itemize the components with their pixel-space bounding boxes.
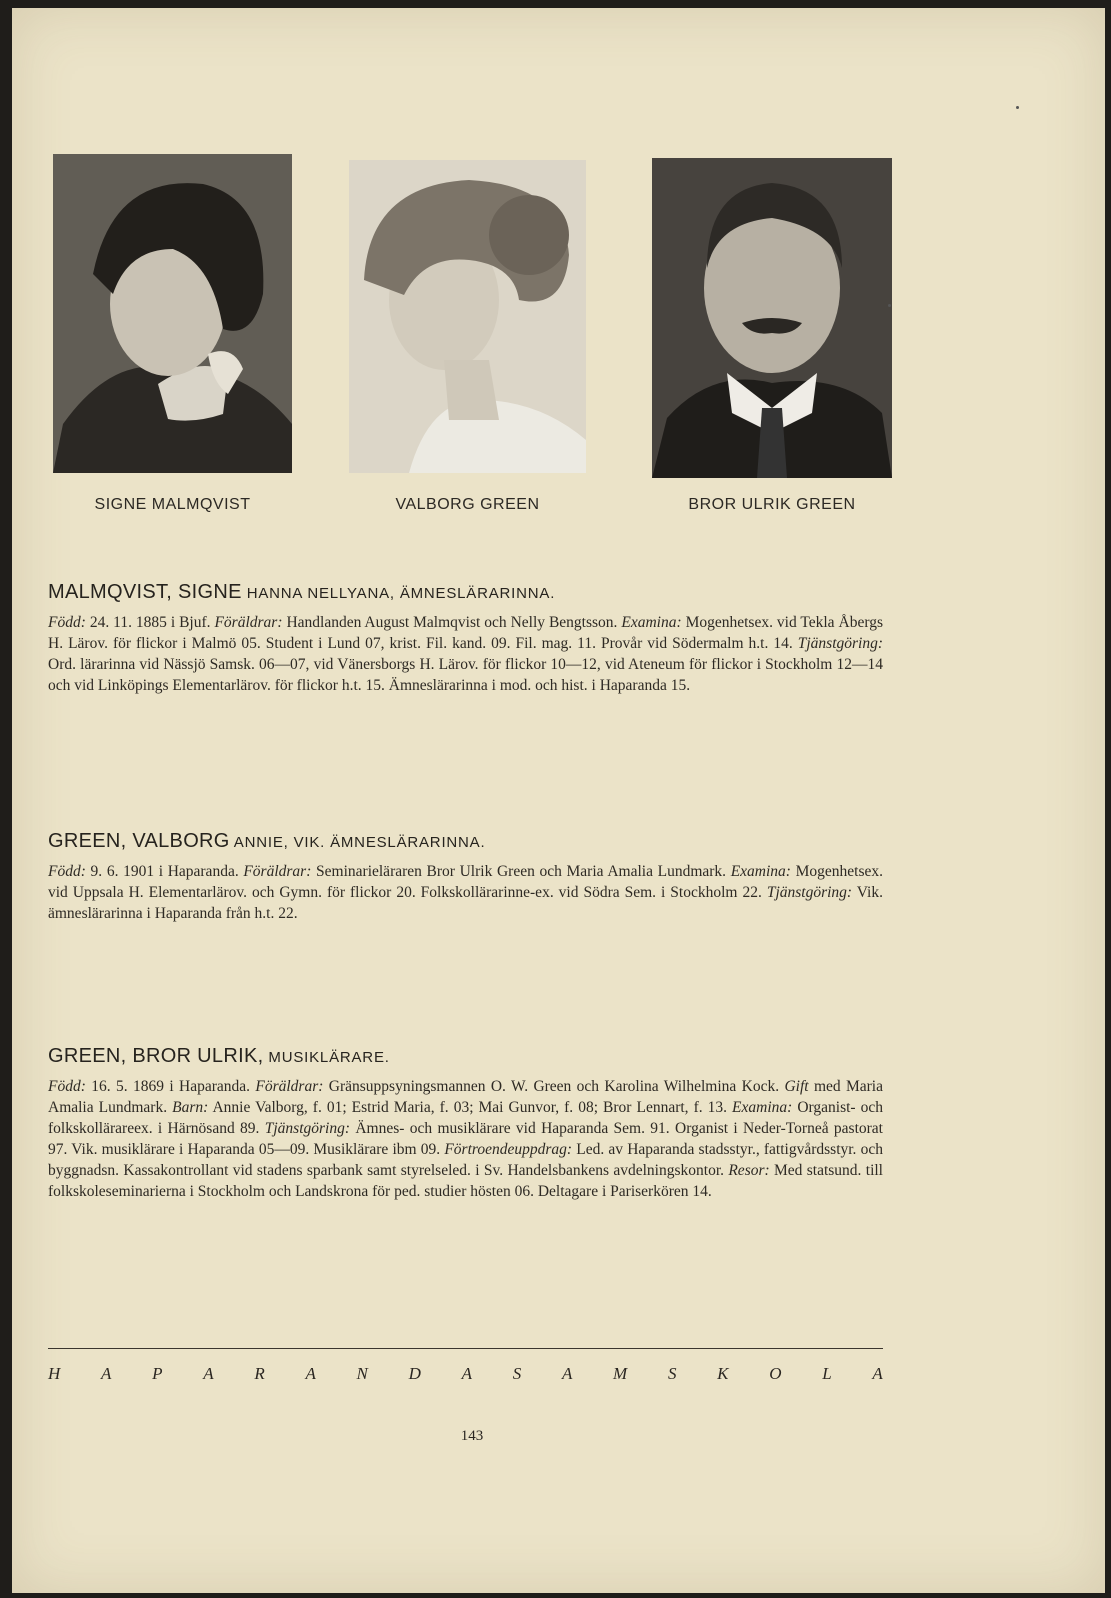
entry-body bbox=[48, 612, 883, 696]
field-text: Organist- och folkskollärareex. i Härnösand 89. bbox=[48, 1099, 883, 1137]
biography-entry bbox=[48, 1045, 883, 1202]
entry-subtitle: HANNA NELLYANA, ÄMNESLÄRARINNA. bbox=[241, 585, 556, 602]
footer-letter: A bbox=[461, 1364, 472, 1383]
entry-subtitle: ANNIE, VIK. ÄMNESLÄRARINNA. bbox=[229, 834, 486, 851]
field-text: 16. 5. 1869 i Haparanda. bbox=[85, 1078, 256, 1095]
field-text: Vik. ämneslärarinna i Haparanda från h.t. 22. bbox=[48, 884, 883, 922]
field-label: Barn: bbox=[172, 1099, 209, 1116]
field-label: Född: bbox=[48, 614, 86, 631]
footer-letter: S bbox=[512, 1364, 522, 1383]
footer-letter: A bbox=[305, 1364, 316, 1383]
entry-heading bbox=[48, 830, 883, 853]
footer-letter: D bbox=[408, 1364, 421, 1383]
footer-letter: R bbox=[254, 1364, 265, 1383]
field-label: Examina: bbox=[730, 863, 791, 880]
footer-letter: P bbox=[152, 1364, 163, 1383]
footer-letter: A bbox=[872, 1364, 883, 1383]
portrait-caption: VALBORG GREEN bbox=[395, 496, 540, 513]
field-label: Examina: bbox=[732, 1099, 793, 1116]
biography-entry bbox=[48, 830, 883, 924]
entry-body bbox=[48, 1076, 883, 1202]
footer-letter: A bbox=[203, 1364, 214, 1383]
page-number: 143 bbox=[460, 1428, 484, 1444]
entry-name: GREEN, BROR ULRIK, bbox=[48, 1045, 264, 1067]
field-text: Annie Valborg, f. 01; Estrid Maria, f. 03; Mai Gunvor, f. 08; Bror Lennart, f. 13. bbox=[208, 1099, 733, 1116]
print-speck bbox=[1016, 106, 1019, 109]
field-text: Mogenhetsex. vid Uppsala H. Elementarlärov. och Gymn. för flickor 20. Folkskollärarinne-ex. vid Södra Sem. i Stockholm 22. bbox=[48, 863, 883, 901]
field-text: med Maria Amalia Lundmark. bbox=[48, 1078, 883, 1116]
field-label: Gift bbox=[784, 1078, 809, 1095]
footer-letter: O bbox=[769, 1364, 782, 1383]
entry-heading bbox=[48, 1045, 883, 1068]
footer-letter: K bbox=[717, 1364, 729, 1383]
field-text: 9. 6. 1901 i Haparanda. bbox=[85, 863, 244, 880]
portrait-caption: BROR ULRIK GREEN bbox=[688, 496, 856, 513]
footer-letter: N bbox=[356, 1364, 368, 1383]
footer-divider bbox=[48, 1348, 883, 1349]
portrait-photo-signe-malmqvist bbox=[53, 154, 292, 473]
field-label: Resor: bbox=[728, 1162, 770, 1179]
field-label: Föräldrar: bbox=[255, 1078, 324, 1095]
field-text: Led. av Haparanda stadsstyr., fattigvårdsstyr. och byggnadsn. Kassakontrollant vid stadens sparbank samt styrelseled. i Sv. Handelsbankens avdelningskontor. bbox=[48, 1141, 883, 1179]
footer-letter: S bbox=[667, 1364, 677, 1383]
field-label: Tjänstgöring: bbox=[264, 1120, 350, 1137]
entry-name: GREEN, VALBORG bbox=[48, 830, 230, 852]
portrait-photo-valborg-green bbox=[349, 160, 586, 473]
portrait-photo-bror-ulrik-green bbox=[652, 158, 892, 478]
field-label: Föräldrar: bbox=[214, 614, 283, 631]
field-label: Tjänstgöring: bbox=[766, 884, 853, 901]
field-text: Seminarieläraren Bror Ulrik Green och Maria Amalia Lundmark. bbox=[311, 863, 731, 880]
running-footer bbox=[48, 1364, 883, 1384]
field-text: Handlanden August Malmqvist och Nelly Bengtsson. bbox=[282, 614, 622, 631]
field-text: Ord. lärarinna vid Nässjö Samsk. 06—07, vid Vänersborgs H. Lärov. för flickor 10—12, vid Ateneum för flickor i Stockholm 12—14 och vid Linköpings Elementarlärov. för flickor h.t. 15. Ämneslärarinna i mod. och hist. i Haparanda 15. bbox=[48, 656, 883, 694]
entry-subtitle: MUSIKLÄRARE. bbox=[263, 1049, 390, 1066]
footer-letter: L bbox=[822, 1364, 832, 1383]
entry-body bbox=[48, 861, 883, 924]
footer-letter: A bbox=[561, 1364, 573, 1383]
field-label: Föräldrar: bbox=[243, 863, 312, 880]
biography-entry bbox=[48, 581, 883, 696]
footer-letter: A bbox=[101, 1364, 112, 1383]
print-speck bbox=[888, 304, 891, 307]
entry-name: MALMQVIST, SIGNE bbox=[48, 581, 242, 603]
field-label: Examina: bbox=[621, 614, 682, 631]
field-text: Gränsuppsyningsmannen O. W. Green och Karolina Wilhelmina Kock. bbox=[323, 1078, 785, 1095]
footer-letter: M bbox=[613, 1364, 628, 1383]
field-text: 24. 11. 1885 i Bjuf. bbox=[85, 614, 215, 631]
field-text: Mogenhetsex. vid Tekla Åbergs H. Lärov. för flickor i Malmö 05. Student i Lund 07, krist. Fil. kand. 09. Fil. mag. 11. Provår vid Södermalm h.t. 14. bbox=[48, 614, 883, 652]
field-label: Född: bbox=[48, 863, 86, 880]
field-text: Ämnes- och musiklärare vid Haparanda Sem. 91. Organist i Neder-Torneå pastorat 97. Vik. musiklärare i Haparanda 05—09. Musiklärare ibm 09. bbox=[48, 1120, 883, 1158]
book-page bbox=[12, 8, 1105, 1593]
entry-heading bbox=[48, 581, 883, 604]
field-label: Förtroendeuppdrag: bbox=[444, 1141, 573, 1158]
field-text: Med statsund. till folkskoleseminarierna i Stockholm och Landskrona för ped. studier hösten 06. Deltagare i Pariserkören 14. bbox=[48, 1162, 883, 1200]
footer-letter: H bbox=[48, 1364, 61, 1383]
field-label: Tjänstgöring: bbox=[797, 635, 883, 652]
field-label: Född: bbox=[48, 1078, 86, 1095]
portrait-caption: SIGNE MALMQVIST bbox=[94, 496, 251, 513]
